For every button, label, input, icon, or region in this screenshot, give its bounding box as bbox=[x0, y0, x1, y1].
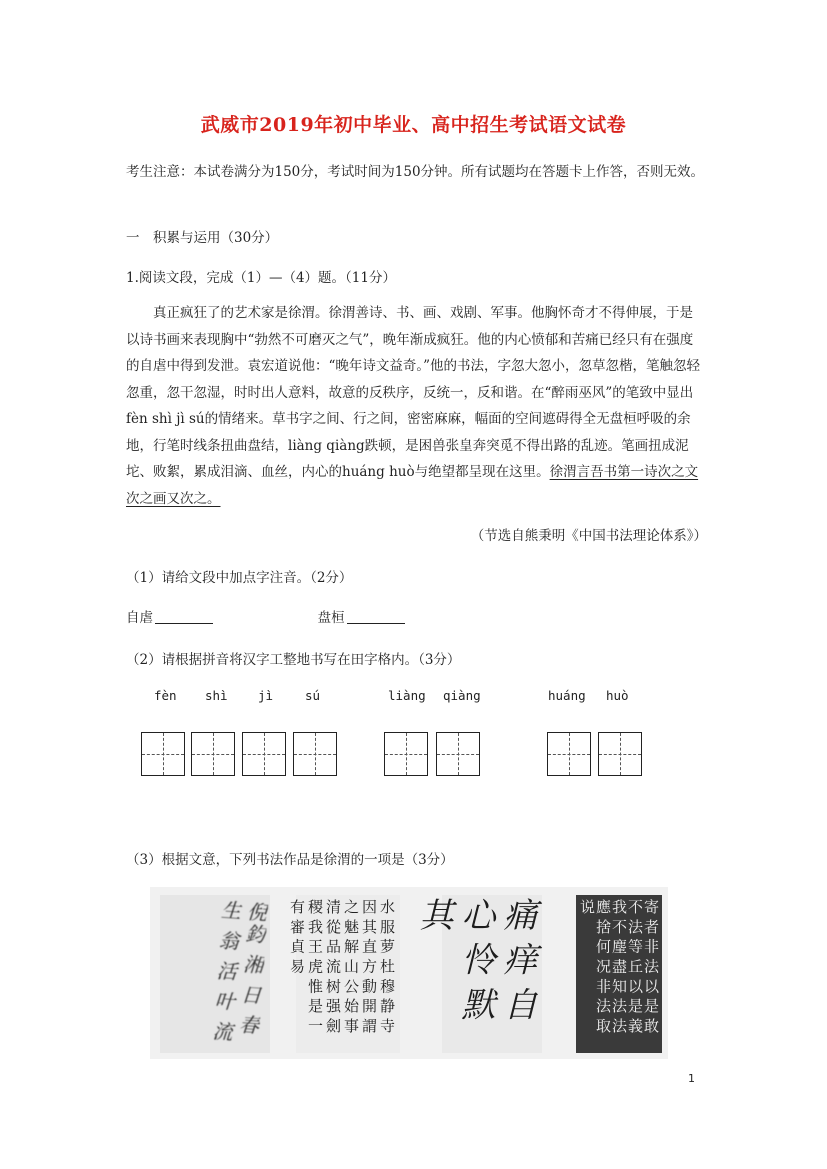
pinyin-label: shì bbox=[205, 688, 228, 703]
calligraphy-samples bbox=[150, 887, 668, 1059]
pronunciation-blanks bbox=[126, 605, 726, 632]
subquestion-1: （1）请给文段中加点字注音。（2分） bbox=[126, 570, 353, 586]
section-heading: 一 积累与运用（30分） bbox=[126, 230, 279, 246]
calligraphy-text-a: 倪鈞 湘 日 春 生 翁 活 叶 流 bbox=[208, 899, 269, 1044]
answer-blank-2[interactable] bbox=[347, 609, 405, 624]
pinyin-label: qiàng bbox=[443, 688, 481, 703]
reading-passage bbox=[126, 300, 706, 512]
calligraphy-option-c[interactable] bbox=[413, 895, 542, 1053]
calligraphy-text-b: 水 服 萝 杜 穆 静 寺 因 其 直 方 動 開 謂 之 魅 解 山 公 始 事 清 從 品 流 树 强 劍 稷 我 王 虎 惟 是 一 有 審 貞 易 bbox=[288, 899, 396, 1033]
writing-grid-box[interactable] bbox=[436, 732, 480, 776]
exam-title: 武威市2019年初中毕业、高中招生考试语文试卷 bbox=[200, 114, 627, 136]
writing-grid-box[interactable] bbox=[242, 732, 286, 776]
writing-grid-box[interactable] bbox=[141, 732, 185, 776]
calligraphy-option-b[interactable] bbox=[288, 895, 400, 1053]
pinyin-label: fèn bbox=[154, 688, 177, 703]
calligraphy-option-a[interactable] bbox=[160, 895, 270, 1053]
pinyin-label: sú bbox=[305, 688, 321, 703]
pinyin-label: huáng bbox=[548, 688, 586, 703]
subquestion-2: （2）请根据拼音将汉字工整地书写在田字格内。（3分） bbox=[126, 652, 461, 668]
pinyin-label: liàng bbox=[388, 688, 426, 703]
blank-word-1: 自虐 bbox=[126, 610, 153, 626]
writing-grid-box[interactable] bbox=[384, 732, 428, 776]
passage-underlined-sentence: 徐渭言吾书第一诗次之文次之画又次之。 bbox=[126, 464, 699, 507]
writing-grid-box[interactable] bbox=[191, 732, 235, 776]
answer-blank-1[interactable] bbox=[155, 609, 213, 624]
question-1: 1.阅读文段，完成（1）—（4）题。（11分） bbox=[126, 270, 396, 286]
calligraphy-text-c: 痛 痒 自 心 怜 默 其 bbox=[413, 897, 537, 1021]
pinyin-label: jì bbox=[258, 688, 274, 703]
calligraphy-option-d[interactable] bbox=[576, 895, 662, 1053]
passage-source: （节选自熊秉明《中国书法理论体系》） bbox=[470, 528, 707, 544]
writing-grid-box[interactable] bbox=[598, 732, 642, 776]
writing-grid-box[interactable] bbox=[547, 732, 591, 776]
pinyin-label: huò bbox=[606, 688, 629, 703]
blank-word-2: 盘桓 bbox=[317, 610, 345, 626]
subquestion-3: （3）根据文意，下列书法作品是徐渭的一项是（3分） bbox=[126, 852, 454, 868]
writing-grid-box[interactable] bbox=[293, 732, 337, 776]
calligraphy-text-d: 寄 者 非 法 以 是 敢 不 法 等 丘 以 是 義 我 不 麈 盡 知 法 法 應 捨 何 况 非 法 取 说 bbox=[578, 899, 660, 1033]
page-number: 1 bbox=[688, 1072, 695, 1085]
passage-text: 真正疯狂了的艺术家是徐渭。徐渭善诗、书、画、戏剧、军事。他胸怀奇才不得伸展，于是以诗书画来表现胸中“勃然不可磨灭之气”，晚年渐成疯狂。他的内心愤郁和苦痛已经只有在强度的自虐中得到发泄。袁宏道说他：“晚年诗文益奇。”他的书法，字忽大忽小，忽草忽楷，笔触忽轻忽重，忽干忽湿，时时出人意料，故意的反秩序，反统一，反和谐。在“醉雨巫风”的笔致中显出fèn shì jì sú的情绪来。草书字之间、行之间，密密麻麻，幅面的空间遮碍得全无盘桓呼吸的余地，行笔时线条扭曲盘结，liàng qiàng跌顿，是困兽张皇奔突觅不得出路的乱迹。笔画扭成泥坨、败絮，累成泪滴、血丝，内心的huáng huò与绝望都呈现在这里。 bbox=[126, 305, 701, 480]
exam-notice: 考生注意：本试卷满分为150分，考试时间为150分钟。所有试题均在答题卡上作答，否则无效。 bbox=[126, 164, 705, 180]
